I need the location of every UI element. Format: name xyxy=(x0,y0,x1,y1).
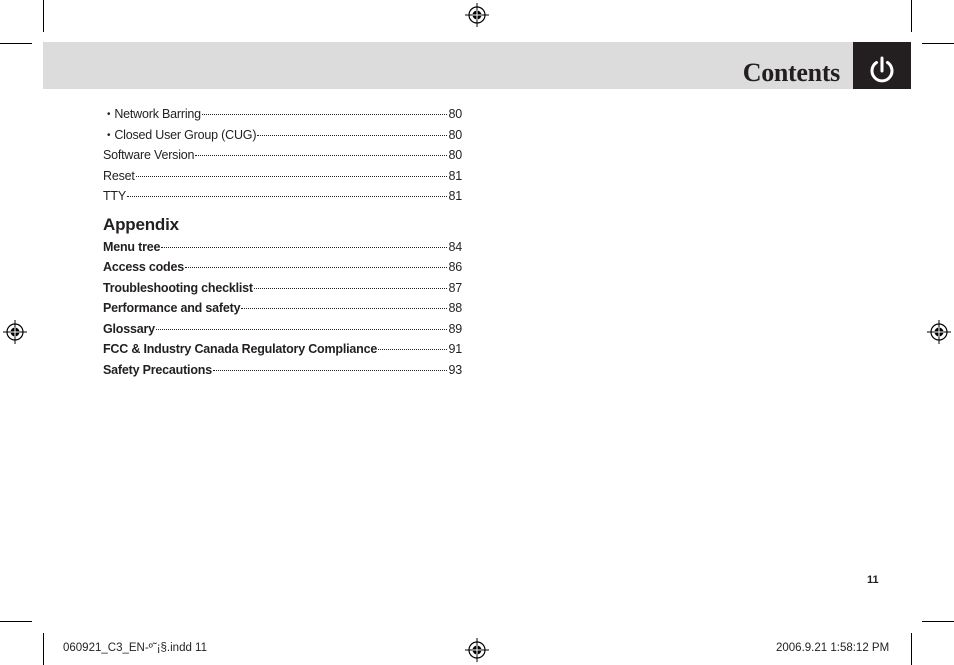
toc-entry-label: Performance and safety xyxy=(103,301,241,315)
power-icon xyxy=(853,42,911,89)
toc-entry-label: Menu tree xyxy=(103,239,161,254)
toc-entry-label: • Closed User Group (CUG) xyxy=(107,127,257,142)
section-icon-box xyxy=(853,42,911,89)
crop-mark xyxy=(911,0,912,32)
toc-entry-label: Access codes xyxy=(103,260,184,274)
toc-page-number: 86 xyxy=(448,260,462,274)
toc-page-number: 89 xyxy=(448,321,462,336)
toc-page-number: 91 xyxy=(448,342,462,356)
toc-entry[interactable] xyxy=(103,257,462,278)
registration-mark-icon xyxy=(465,638,489,662)
toc-entry[interactable] xyxy=(103,125,462,146)
dot-leader xyxy=(254,288,448,289)
toc-entry[interactable] xyxy=(103,360,462,381)
toc-entry[interactable] xyxy=(103,298,462,319)
toc-entry[interactable] xyxy=(103,339,462,360)
toc-page-number: 87 xyxy=(448,280,462,295)
toc-entry[interactable] xyxy=(103,186,462,207)
page-title: Contents xyxy=(742,58,840,87)
registration-mark-icon xyxy=(927,320,951,344)
registration-mark-icon xyxy=(3,320,27,344)
crop-mark xyxy=(43,633,44,665)
toc-page-number: 81 xyxy=(448,168,462,183)
crop-mark xyxy=(911,633,912,665)
dot-leader xyxy=(241,308,447,309)
toc-page-number: 80 xyxy=(448,107,462,121)
toc-entry[interactable] xyxy=(103,278,462,299)
toc-page-number: 88 xyxy=(448,301,462,315)
dot-leader xyxy=(156,329,448,330)
toc-page-number: 93 xyxy=(448,362,462,377)
dot-leader xyxy=(127,196,447,197)
toc-entry-label: Reset xyxy=(103,168,135,183)
toc-entry-label: TTY xyxy=(103,189,127,203)
toc-entry[interactable] xyxy=(103,145,462,166)
toc-entry[interactable] xyxy=(103,166,462,187)
toc-entry[interactable] xyxy=(103,237,462,258)
page-number: 11 xyxy=(867,574,879,586)
dot-leader xyxy=(185,267,447,268)
dot-leader xyxy=(213,370,448,371)
toc-entry-label: • Network Barring xyxy=(107,107,201,121)
crop-mark xyxy=(922,621,954,622)
registration-mark-icon xyxy=(465,3,489,27)
toc-entry-label: Safety Precautions xyxy=(103,362,212,377)
slug-filename: 060921_C3_EN-º˜¡§.indd 11 xyxy=(63,642,207,654)
crop-mark xyxy=(43,0,44,32)
section-heading-appendix: Appendix xyxy=(103,214,179,234)
table-of-contents xyxy=(103,104,462,380)
toc-page-number: 84 xyxy=(448,239,462,254)
slug-timestamp: 2006.9.21 1:58:12 PM xyxy=(776,642,890,654)
toc-entry-label: Troubleshooting checklist xyxy=(103,280,253,295)
dot-leader xyxy=(195,155,447,156)
toc-entry-label: FCC & Industry Canada Regulatory Compliance xyxy=(103,342,378,356)
crop-mark xyxy=(0,621,32,622)
dot-leader xyxy=(136,176,448,177)
toc-entry[interactable] xyxy=(103,104,462,125)
toc-entry-label: Glossary xyxy=(103,321,155,336)
crop-mark xyxy=(922,43,954,44)
dot-leader xyxy=(257,135,447,136)
dot-leader xyxy=(378,349,447,350)
toc-page-number: 80 xyxy=(448,127,462,142)
toc-entry-label: Software Version xyxy=(103,148,195,162)
toc-entry[interactable] xyxy=(103,319,462,340)
toc-page-number: 81 xyxy=(448,189,462,203)
crop-mark xyxy=(0,43,32,44)
dot-leader xyxy=(202,114,448,115)
dot-leader xyxy=(161,247,447,248)
toc-page-number: 80 xyxy=(448,148,462,162)
